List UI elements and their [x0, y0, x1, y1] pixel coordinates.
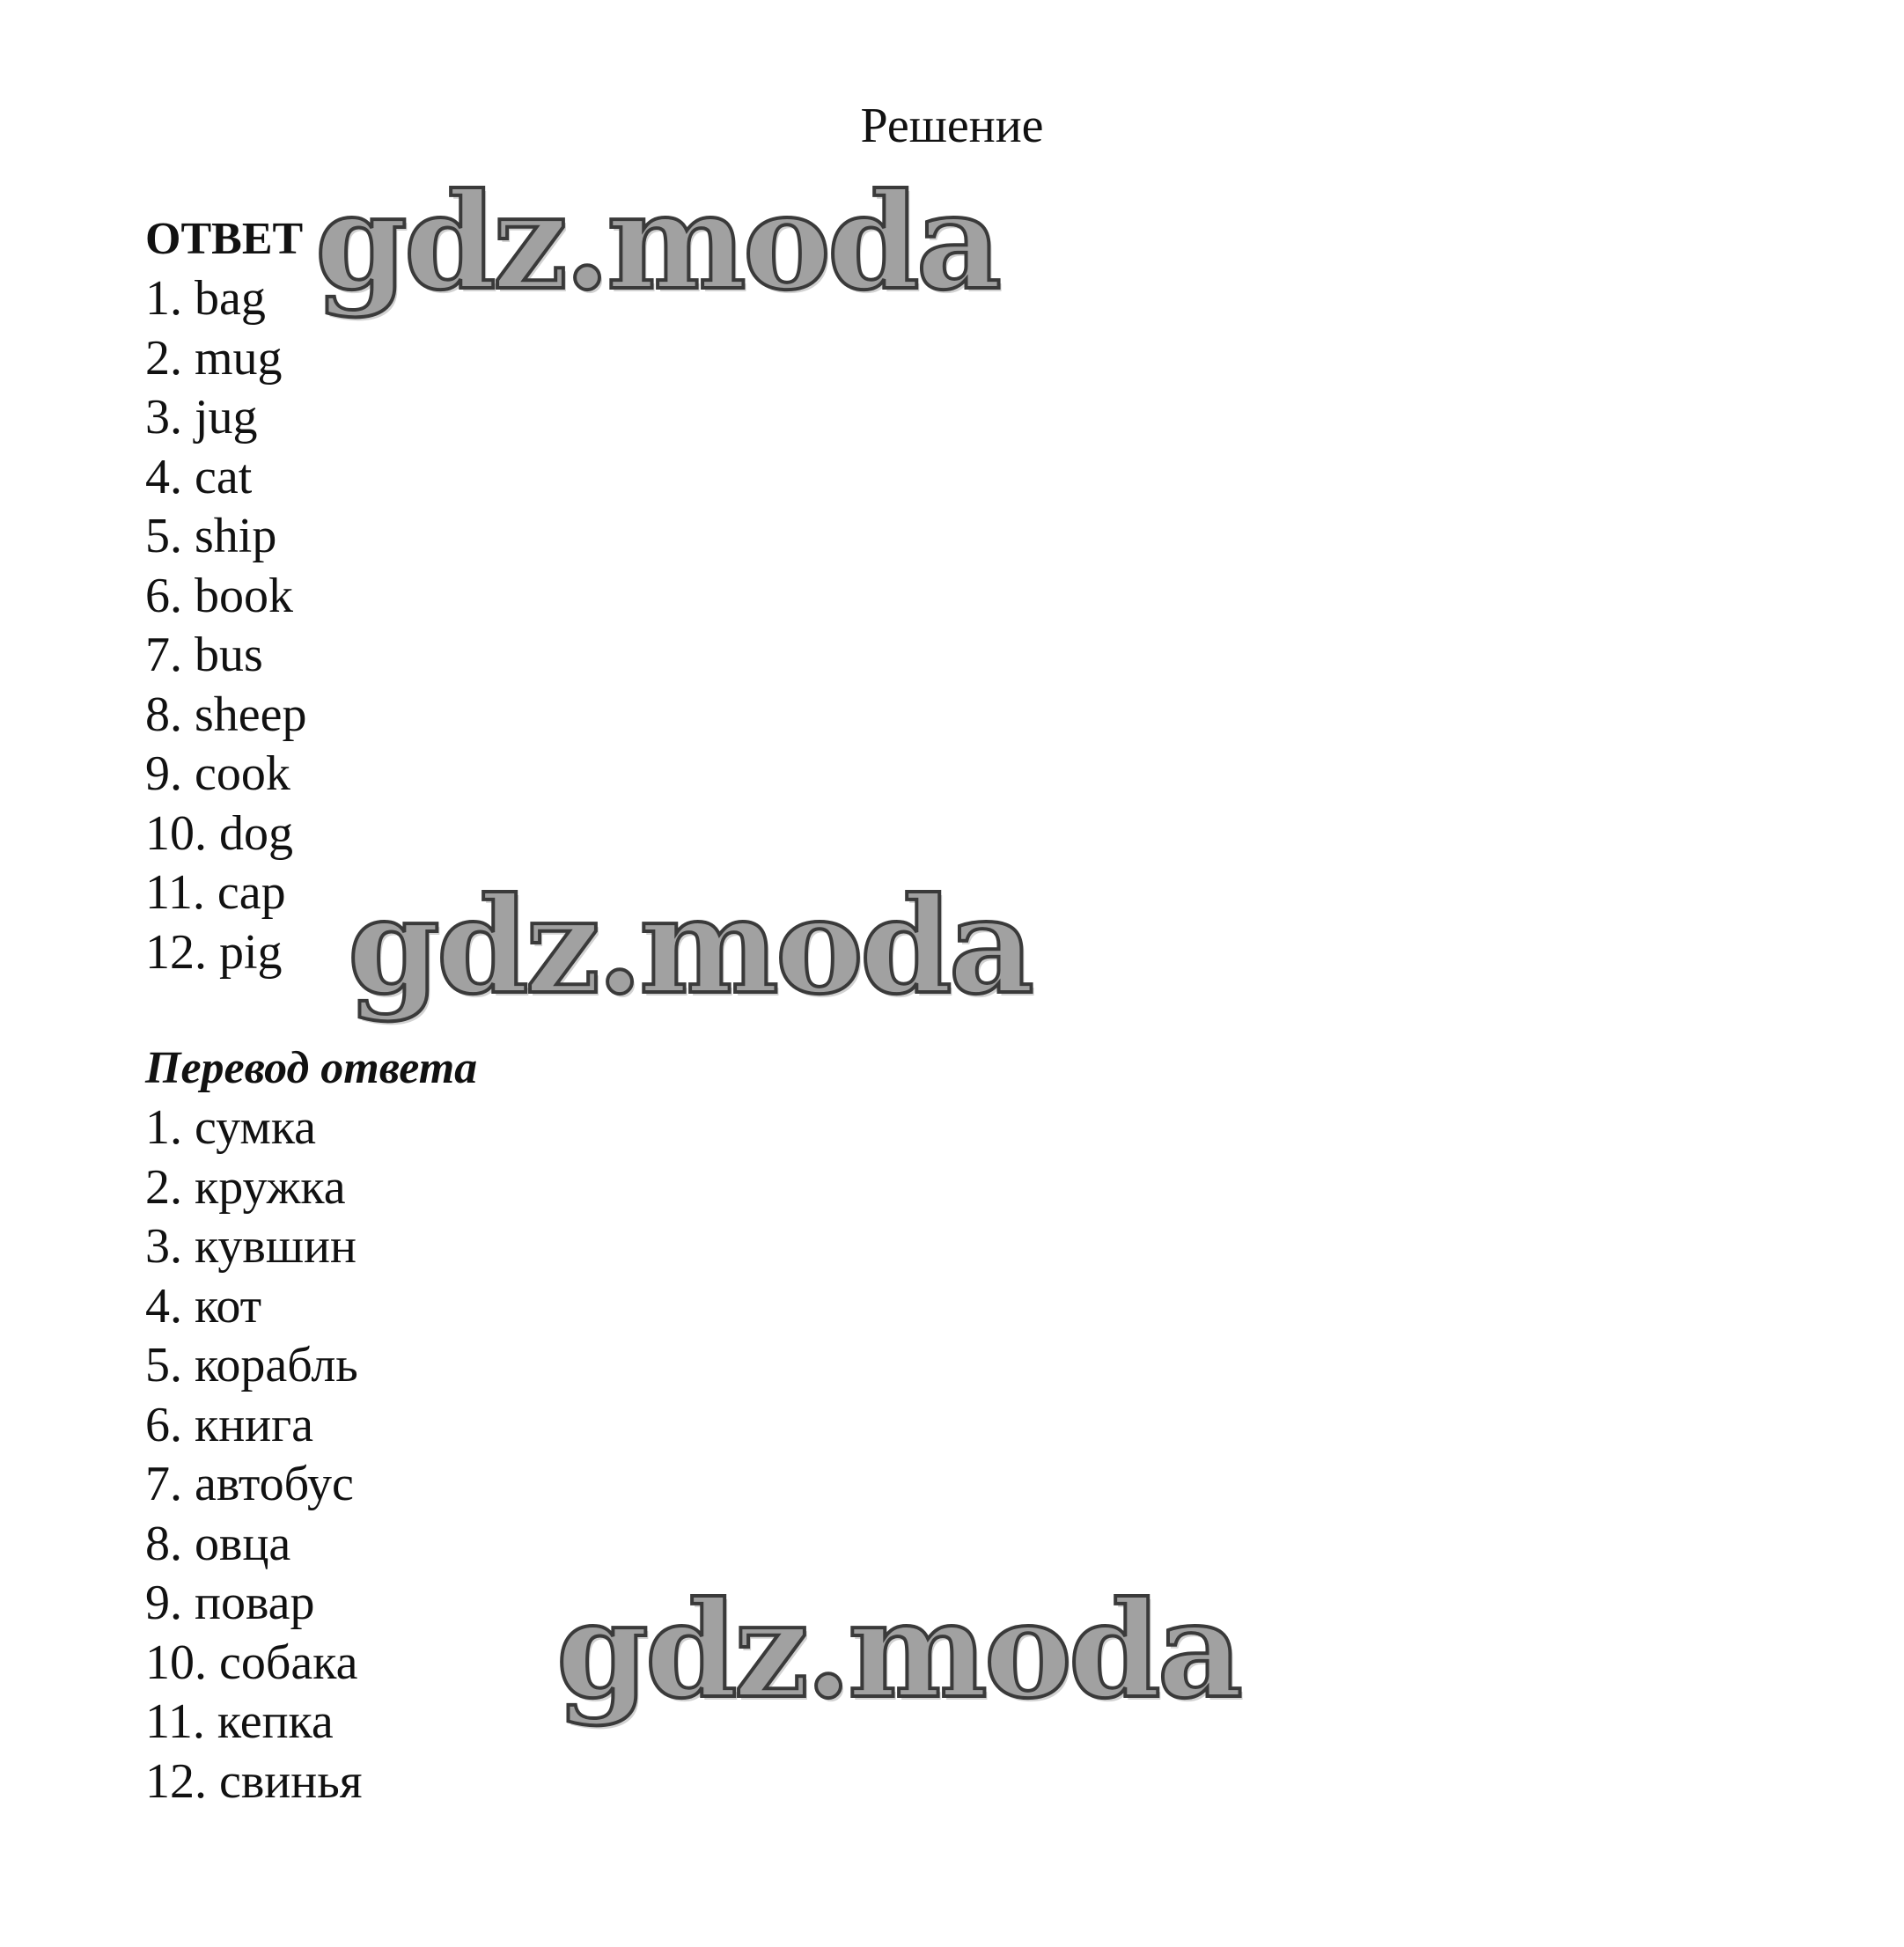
item-text: повар — [195, 1576, 315, 1630]
answer-item — [145, 805, 307, 864]
item-number: 8. — [145, 687, 182, 742]
item-text: книга — [195, 1397, 313, 1452]
item-number: 2. — [145, 330, 182, 386]
answer-item — [145, 507, 307, 567]
translation-item — [145, 1693, 477, 1752]
translation-item — [145, 1158, 477, 1218]
translation-item — [145, 1634, 477, 1694]
item-text: кепка — [217, 1694, 334, 1749]
item-number: 2. — [145, 1159, 182, 1215]
watermark: gdz.moda — [315, 165, 999, 320]
item-number: 6. — [145, 1397, 182, 1452]
translation-item — [145, 1455, 477, 1515]
answer-item — [145, 448, 307, 508]
answer-item — [145, 269, 307, 329]
answer-item — [145, 863, 307, 923]
item-text: свинья — [219, 1753, 363, 1809]
item-text: cat — [195, 449, 253, 504]
item-text: корабль — [195, 1338, 358, 1392]
answer-item — [145, 686, 307, 746]
answer-item — [145, 329, 307, 389]
item-text: собака — [219, 1635, 358, 1690]
answer-item — [145, 626, 307, 686]
item-text: pig — [219, 924, 283, 980]
item-number: 9. — [145, 1576, 182, 1630]
translation-heading: Перевод ответа — [145, 1043, 478, 1093]
item-text: ship — [195, 509, 277, 563]
item-text: автобус — [195, 1457, 354, 1511]
translation-item — [145, 1277, 477, 1337]
item-text: cook — [195, 746, 290, 801]
watermark: gdz.moda — [348, 869, 1032, 1024]
item-number: 8. — [145, 1516, 182, 1571]
translation-item — [145, 1217, 477, 1277]
translation-list — [145, 1098, 477, 1811]
translation-item — [145, 1574, 477, 1634]
item-number: 7. — [145, 628, 182, 682]
item-number: 5. — [145, 509, 182, 563]
answer-heading: ОТВЕТ — [145, 214, 304, 264]
item-number: 10. — [145, 1635, 207, 1690]
translation-item — [145, 1515, 477, 1575]
item-text: кот — [195, 1278, 262, 1334]
item-number: 4. — [145, 449, 182, 504]
item-text: кувшин — [195, 1219, 357, 1274]
watermark: gdz.moda — [556, 1573, 1240, 1728]
item-text: sheep — [195, 687, 307, 742]
answer-item — [145, 388, 307, 448]
item-text: сумка — [195, 1100, 317, 1155]
item-number: 11. — [145, 865, 205, 920]
item-number: 7. — [145, 1457, 182, 1511]
item-number: 9. — [145, 746, 182, 801]
item-number: 6. — [145, 568, 182, 623]
translation-section — [145, 1039, 477, 1811]
item-number: 3. — [145, 1219, 182, 1274]
answer-item — [145, 567, 307, 627]
item-number: 12. — [145, 924, 207, 980]
item-number: 3. — [145, 390, 182, 445]
item-text: book — [195, 568, 293, 623]
item-number: 10. — [145, 805, 207, 861]
item-text: jug — [195, 390, 258, 445]
item-number: 1. — [145, 271, 182, 326]
translation-item — [145, 1752, 477, 1812]
item-text: кружка — [195, 1159, 346, 1215]
answer-item — [145, 745, 307, 805]
translation-item — [145, 1098, 477, 1158]
item-text: bus — [195, 628, 263, 682]
translation-item — [145, 1336, 477, 1396]
item-number: 12. — [145, 1753, 207, 1809]
page-title: Решение — [860, 99, 1044, 153]
item-text: овца — [195, 1516, 291, 1571]
answer-section — [145, 209, 307, 982]
item-number: 4. — [145, 1278, 182, 1334]
item-text: bag — [195, 271, 266, 326]
item-number: 1. — [145, 1100, 182, 1155]
answer-item — [145, 923, 307, 983]
item-text: dog — [219, 805, 293, 861]
item-text: cap — [217, 865, 286, 920]
item-text: mug — [195, 330, 283, 386]
item-number: 5. — [145, 1338, 182, 1392]
translation-item — [145, 1396, 477, 1456]
answer-list — [145, 269, 307, 982]
item-number: 11. — [145, 1694, 205, 1749]
